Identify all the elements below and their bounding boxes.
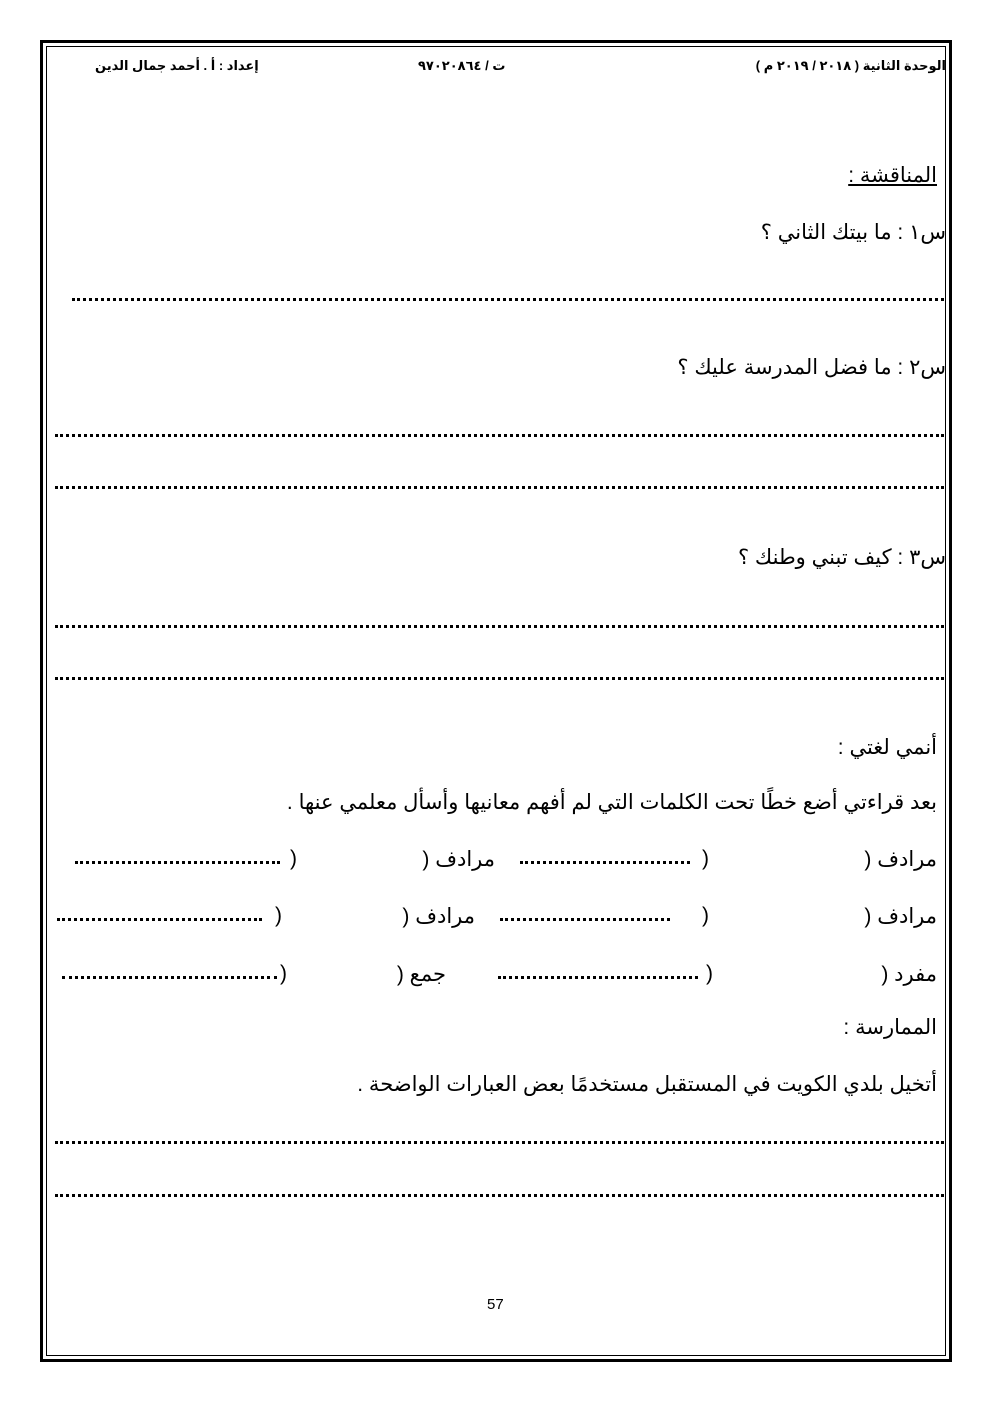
practice-line-2[interactable] (55, 1194, 944, 1197)
language-instruction: بعد قراءتي أضع خطًا تحت الكلمات التي لم أفهم معانيها وأسأل معلمي عنها . (286, 791, 937, 814)
header-phone: ت / ٩٧٠٢٠٨٦٤ (418, 58, 506, 73)
row2-blank1[interactable] (500, 918, 670, 921)
answer-line-3b[interactable] (55, 677, 944, 680)
row3-blank2[interactable] (62, 976, 277, 979)
answer-line-3a[interactable] (55, 625, 944, 628)
row1-label1: مرادف ( (864, 848, 937, 871)
practice-instruction: أتخيل بلدي الكويت في المستقبل مستخدمًا بعض العبارات الواضحة . (357, 1073, 937, 1096)
row1-label2: مرادف ( (422, 848, 495, 871)
practice-title: الممارسة : (843, 1016, 937, 1039)
row3-label1: مفرد ( (881, 963, 937, 986)
answer-line-2b[interactable] (55, 486, 944, 489)
row3-close1: ) (706, 962, 713, 985)
row1-close2: ) (290, 847, 297, 870)
row1-close1: ) (702, 847, 709, 870)
row2-close1: ) (702, 904, 709, 927)
question-3: س٣ : كيف تبني وطنك ؟ (737, 546, 946, 569)
answer-line-1[interactable] (72, 298, 944, 301)
row2-label1: مرادف ( (864, 905, 937, 928)
answer-line-2a[interactable] (55, 434, 944, 437)
row3-label2: جمع ( (396, 963, 446, 986)
discussion-title: المناقشة : (848, 164, 937, 187)
row2-label2: مرادف ( (402, 905, 475, 928)
question-1: س١ : ما بيتك الثاني ؟ (760, 221, 946, 244)
language-title: أنمي لغتي : (837, 736, 937, 759)
row1-blank2[interactable] (75, 861, 280, 864)
page-number: 57 (487, 1296, 504, 1313)
row3-blank1[interactable] (498, 976, 698, 979)
header-author: إعداد : أ . أحمد جمال الدين (95, 58, 259, 73)
question-2: س٢ : ما فضل المدرسة عليك ؟ (677, 356, 946, 379)
practice-line-1[interactable] (55, 1141, 944, 1144)
row2-blank2[interactable] (57, 918, 262, 921)
row2-close2: ) (275, 904, 282, 927)
row1-blank1[interactable] (520, 861, 690, 864)
header-unit: الوحدة الثانية ( ٢٠١٨ / ٢٠١٩ م ) (755, 58, 946, 73)
row3-close2: ) (280, 962, 287, 985)
